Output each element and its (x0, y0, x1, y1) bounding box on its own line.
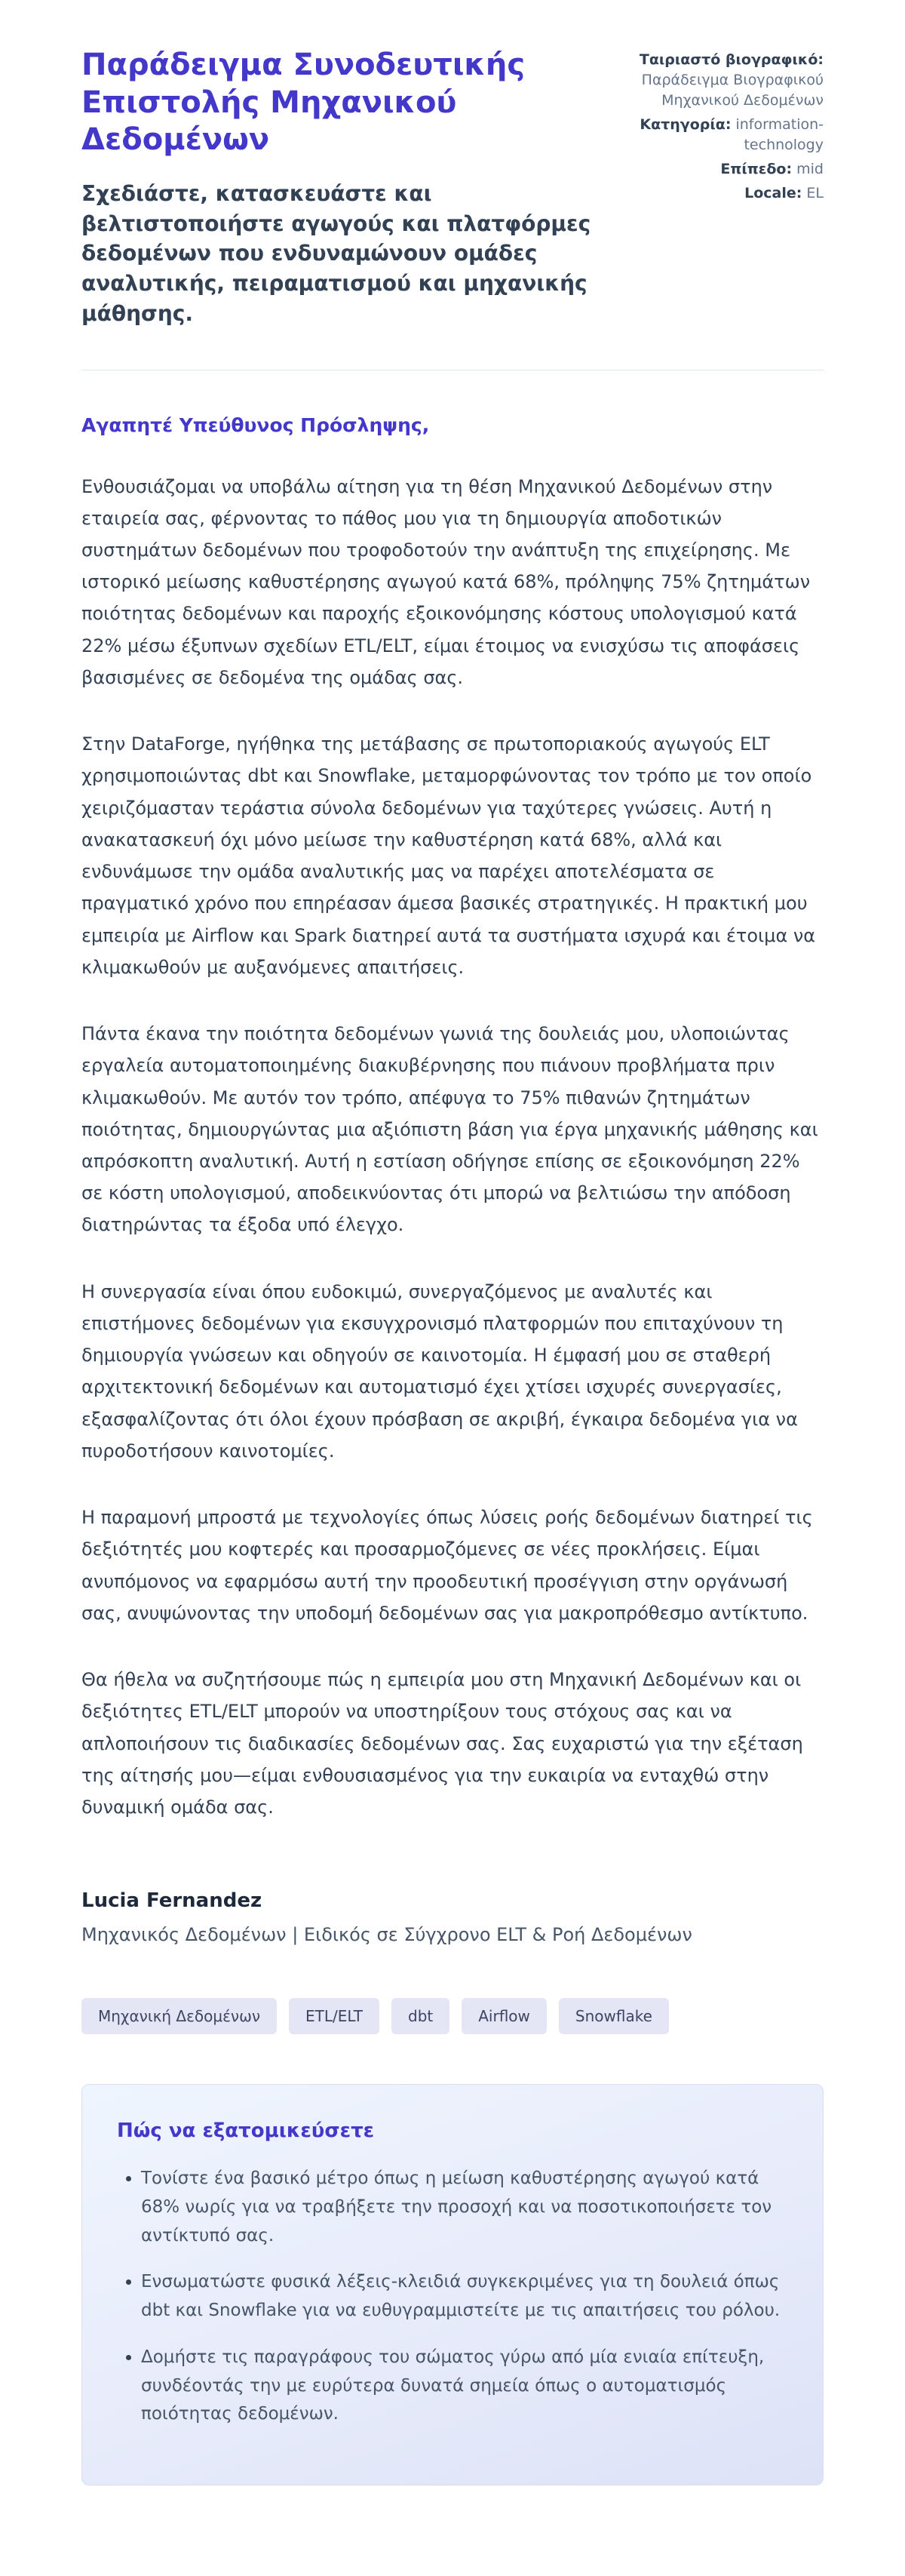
callout-title: Πώς να εξατομικεύσετε (117, 2120, 375, 2143)
meta-locale (634, 183, 824, 204)
letter-paragraph: Θα ήθελα να συζητήσουμε πώς η εμπειρία μου στη Μηχανική Δεδομένων και οι δεξιότητες ETL/ELT μπορούν να υποστηρίξουν τους στόχους σας και να απλοποιήσουν τις διαδικασίες δεδομένων σας. Σας ευχαριστώ για την εξέταση της αίτησής μου—είμαι ενθουσιασμένος για την ευκαιρία να ενταχθώ στην δυναμική ομάδα σας. (81, 1669, 803, 1818)
tag-chip: Μηχανική Δεδομένων (81, 1998, 277, 2034)
header-left (81, 47, 603, 329)
meta-category-label: Κατηγορία: (640, 115, 732, 133)
meta-matching-resume-value: Παράδειγμα Βιογραφικού Μηχανικού Δεδομένων (641, 71, 824, 109)
tag-chip: Airflow (462, 1998, 547, 2034)
page-subtitle: Σχεδιάστε, κατασκευάστε και βελτιστοποιήστε αγωγούς και πλατφόρμες δεδομένων που ενδυναμώνουν ομάδες αναλυτικής, πειραματισμού και μηχανικής μάθησης. (81, 180, 591, 326)
callout-bullet: • Δομήστε τις παραγράφους του σώματος γύρω από μία ενιαία επίτευξη, συνδέοντάς την με ευρύτερα δυνατά σημεία όπως ο αυτοματισμός ποιότητας δεδομένων. (141, 2344, 788, 2429)
signature-role: Μηχανικός Δεδομένων | Ειδικός σε Σύγχρονο ELT & Ροή Δεδομένων (81, 1924, 692, 1946)
meta-level-value: mid (796, 160, 824, 177)
meta-matching-resume (634, 50, 824, 111)
meta-level (634, 159, 824, 180)
letter-paragraph: Η παραμονή μπροστά με τεχνολογίες όπως λύσεις ροής δεδομένων διατηρεί τις δεξιότητές μου κοφτερές και προσαρμοζόμενες σε νέες προκλήσεις. Είμαι ανυπόμονος να εφαρμόσω αυτή την προοδευτική προσέγγιση στην οργάνωσή σας, ανυψώνοντας την υποδομή δεδομένων σας για μακροπρόθεσμο αντίκτυπο. (81, 1507, 813, 1624)
meta-category (634, 115, 824, 155)
customization-callout (81, 2084, 824, 2485)
letter-paragraph: Η συνεργασία είναι όπου ευδοκιμώ, συνεργαζόμενος με αναλυτές και επιστήμονες δεδομένων για εκσυγχρονισμό πλατφορμών που επιταχύνουν τη δημιουργία γνώσεων και οδηγούν σε καινοτομία. Η έμφασή μου σε σταθερή αρχιτεκτονική δεδομένων και αυτοματισμό έχει χτίσει ισχυρές συνεργασίες, εξασφαλίζοντας ότι όλοι έχουν πρόσβαση σε ακριβή, έγκαιρα δεδομένα για να πυροδοτήσουν καινοτομίες. (81, 1280, 798, 1462)
callout-bullet: • Τονίστε ένα βασικό μέτρο όπως η μείωση καθυστέρησης αγωγού κατά 68% νωρίς για να τραβήξετε την προσοχή και να ποσοτικοποιήσετε τον αντίκτυπό σας. (141, 2165, 788, 2250)
header (81, 47, 824, 329)
meta-category-value: information-technology (735, 115, 824, 153)
page-title: Παράδειγμα Συνοδευτικής Επιστολής Μηχανικού Δεδομένων (81, 48, 526, 158)
letter-paragraph: Πάντα έκανα την ποιότητα δεδομένων γωνιά της δουλειάς μου, υλοποιώντας εργαλεία αυτοματοποιημένης διακυβέρνησης που πιάνουν προβλήματα πριν κλιμακωθούν. Με αυτόν τον τρόπο, απέφυγα το 75% πιθανών ζητημάτων ποιότητας, δημιουργώντας μια αξιόπιστη βάση για έργα μηχανικής μάθησης και απρόσκοπτη αναλυτική. Αυτή η εστίαση οδήγησε επίσης σε εξοικονόμηση 22% σε κόστη υπολογισμού, αποδεικνύοντας ότι μπορώ να βελτιώσω την απόδοση διατηρώντας τα έξοδα υπό έλεγχο. (81, 1023, 818, 1236)
callout-bullet-list (117, 2165, 788, 2429)
signature-name: Lucia Fernandez (81, 1889, 262, 1913)
letter-paragraph: Στην DataForge, ηγήθηκα της μετάβασης σε πρωτοποριακούς αγωγούς ELT χρησιμοποιώντας dbt και Snowflake, μεταμορφώνοντας τον τρόπο με τον οποίο χειριζόμασταν τεράστια σύνολα δεδομένων για ταχύτερες γνώσεις. Αυτή η ανακατασκευή όχι μόνο μείωσε την καθυστέρηση κατά 68%, αλλά και ενδυνάμωσε την ομάδα αναλυτικής μας να παρέχει αποτελέσματα σε πραγματικό χρόνο που επηρέασαν άμεσα βασικές στρατηγικές. Η πρακτική μου εμπειρία με Airflow και Spark διατηρεί αυτά τα συστήματα ισχυρά και έτοιμα να κλιμακωθούν με αυξανόμενες απαιτήσεις. (81, 733, 816, 978)
letter-paragraph: Ενθουσιάζομαι να υποβάλω αίτηση για τη θέση Μηχανικού Δεδομένων στην εταιρεία σας, φέρνοντας το πάθος μου για τη δημιουργία αποδοτικών συστημάτων δεδομένων που τροφοδοτούν την ανάπτυξη της επιχείρησης. Με ιστορικό μείωσης καθυστέρησης αγωγού κατά 68%, πρόληψης 75% ζητημάτων ποιότητας δεδομένων και παροχής εξοικονόμησης κόστους υπολογισμού κατά 22% μέσω έξυπνων σχεδίων ETL/ELT, είμαι έτοιμος να ενισχύσω τις αποφάσεις βασισμένες σε δεδομένα της ομάδας σας. (81, 475, 811, 688)
tag-chip: ETL/ELT (289, 1998, 379, 2034)
meta-locale-label: Locale: (744, 184, 802, 201)
tag-chip: Snowflake (559, 1998, 669, 2034)
tag-chip: dbt (391, 1998, 449, 2034)
meta-locale-value: EL (806, 184, 824, 201)
letter-greeting: Αγαπητέ Υπεύθυνος Πρόσληψης, (81, 413, 430, 436)
tag-list (81, 1998, 824, 2034)
callout-bullet: • Ενσωματώστε φυσικά λέξεις-κλειδιά συγκεκριμένες για τη δουλειά όπως dbt και Snowflake για να ευθυγραμμιστείτε με τις απαιτήσεις του ρόλου. (141, 2268, 788, 2325)
meta-level-label: Επίπεδο: (720, 160, 793, 177)
meta-panel (634, 47, 824, 207)
letter-body (81, 414, 824, 1946)
meta-matching-resume-label: Ταιριαστό βιογραφικό: (639, 51, 824, 68)
